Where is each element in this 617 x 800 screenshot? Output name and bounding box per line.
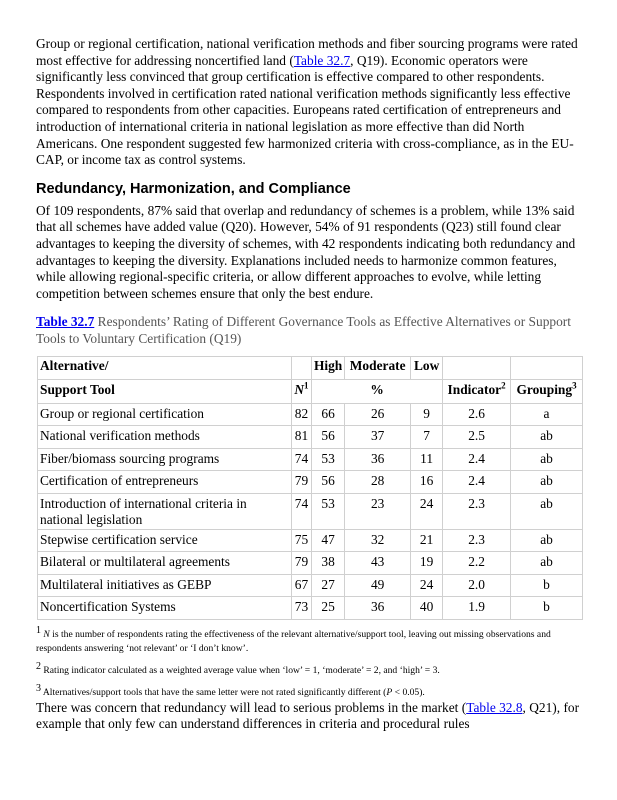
cell-tool: Stepwise certification service: [38, 529, 292, 552]
footnote-2: [36, 660, 583, 678]
cell-high: 38: [311, 552, 344, 575]
header-low: Low: [411, 356, 443, 379]
cell-indicator: 2.5: [443, 426, 511, 449]
cell-indicator: 2.0: [443, 574, 511, 597]
cell-high: 53: [311, 448, 344, 471]
paragraph-redundancy: Of 109 respondents, 87% said that overlap and redundancy of schemes is a problem, while 13% said that all schemes have added value (Q20). However, 54% of 91 respondents (Q23) still found clear advantages to keeping the diversity of schemes, with 42 respondents indicating both redundancy and advantages to keeping the diversity. Explanations included needs to harmonize common features, while allowing regional-specific criteria, or allow different approaches to evolve, while letting competition between schemes ensure that only the best endure.: [36, 202, 576, 301]
table-row: [38, 426, 583, 449]
paragraph-effectiveness: [36, 36, 583, 169]
cell-low: 24: [411, 574, 443, 597]
cell-high: 56: [311, 471, 344, 494]
cell-n: 75: [291, 529, 311, 552]
table-row: [38, 529, 583, 552]
cell-grouping: ab: [511, 493, 583, 529]
header-indicator: [443, 379, 511, 403]
footnote-3: [36, 682, 583, 700]
cell-grouping: a: [511, 403, 583, 426]
paragraph-text: , Q21), for example that only few can understand differences in criteria and procedural rules: [36, 699, 580, 732]
cell-tool: Multilateral initiatives as GEBP: [38, 574, 292, 597]
cell-grouping: b: [511, 597, 583, 620]
cell-moderate: 43: [345, 552, 411, 575]
cell-indicator: 2.4: [443, 471, 511, 494]
cell-tool: Fiber/biomass sourcing programs: [38, 448, 292, 471]
paragraph-concern: [36, 700, 583, 733]
cell-n: 82: [291, 403, 311, 426]
cell-n: 81: [291, 426, 311, 449]
cell-tool: Group or regional certification: [38, 403, 292, 426]
cell-tool: Introduction of international criteria in national legislation: [38, 493, 292, 529]
cell-high: 47: [311, 529, 344, 552]
cell-tool: Bilateral or multilateral agreements: [38, 552, 292, 575]
footnote-number: 2: [36, 660, 41, 672]
cell-high: 53: [311, 493, 344, 529]
footnote-1: [36, 624, 583, 656]
footnote-text: is the number of respondents rating the effectiveness of the relevant alternative/support tool, leaving out missing observations and respondents answering ‘not relevant’ or ‘I don’t know’.: [36, 628, 551, 654]
header-empty: [511, 356, 583, 379]
cell-indicator: 2.4: [443, 448, 511, 471]
table-32-8-link[interactable]: Table 32.8: [466, 699, 523, 715]
cell-n: 79: [291, 552, 311, 575]
cell-low: 40: [411, 597, 443, 620]
paragraph-text: There was concern that redundancy will lead to serious problems in the market (: [36, 699, 467, 715]
table-caption-text: Respondents’ Rating of Different Governance Tools as Effective Alternatives or Support Tools to Voluntary Certification (Q19): [36, 314, 571, 346]
cell-grouping: ab: [511, 448, 583, 471]
cell-low: 19: [411, 552, 443, 575]
footnote-ref: 1: [304, 380, 309, 391]
header-empty: [443, 356, 511, 379]
governance-tools-table: [37, 356, 583, 620]
header-empty: [291, 356, 311, 379]
cell-low: 21: [411, 529, 443, 552]
table-row: [38, 403, 583, 426]
header-high: High: [311, 356, 344, 379]
cell-indicator: 2.2: [443, 552, 511, 575]
footnote-number: 1: [36, 624, 41, 636]
table-row: [38, 552, 583, 575]
cell-high: 25: [311, 597, 344, 620]
table-header-row: [38, 356, 583, 379]
cell-tool: National verification methods: [38, 426, 292, 449]
cell-low: 11: [411, 448, 443, 471]
cell-indicator: 2.6: [443, 403, 511, 426]
cell-grouping: ab: [511, 552, 583, 575]
cell-n: 67: [291, 574, 311, 597]
cell-tool: Noncertification Systems: [38, 597, 292, 620]
cell-n: 74: [291, 448, 311, 471]
cell-high: 27: [311, 574, 344, 597]
table-row: [38, 471, 583, 494]
cell-moderate: 23: [345, 493, 411, 529]
table-row: [38, 574, 583, 597]
header-n-letter: N: [294, 381, 305, 397]
cell-low: 7: [411, 426, 443, 449]
cell-indicator: 1.9: [443, 597, 511, 620]
cell-indicator: 2.3: [443, 493, 511, 529]
header-support-tool: Support Tool: [38, 379, 292, 403]
cell-high: 56: [311, 426, 344, 449]
table-header-row: [38, 379, 583, 403]
cell-indicator: 2.3: [443, 529, 511, 552]
cell-grouping: ab: [511, 426, 583, 449]
cell-high: 66: [311, 403, 344, 426]
cell-low: 16: [411, 471, 443, 494]
cell-moderate: 32: [345, 529, 411, 552]
cell-n: 79: [291, 471, 311, 494]
footnote-p: P: [386, 686, 393, 698]
cell-moderate: 36: [345, 597, 411, 620]
table-row: [38, 448, 583, 471]
cell-moderate: 36: [345, 448, 411, 471]
header-alternative: Alternative/: [38, 356, 292, 379]
table-32-7-link[interactable]: Table 32.7: [293, 52, 351, 68]
header-n: [291, 379, 311, 403]
table-caption-link[interactable]: Table 32.7: [36, 314, 95, 330]
table-row: [38, 493, 583, 529]
document-page: [36, 36, 583, 733]
footnote-text: < 0.05).: [392, 686, 425, 698]
footnote-ref: 3: [572, 380, 577, 391]
footnote-number: 3: [36, 682, 41, 694]
cell-moderate: 49: [345, 574, 411, 597]
footnote-text: Rating indicator calculated as a weighted average value when ‘low’ = 1, ‘moderate’ = 2, and ‘high’ = 3.: [41, 664, 440, 676]
cell-grouping: ab: [511, 471, 583, 494]
cell-n: 74: [291, 493, 311, 529]
cell-low: 9: [411, 403, 443, 426]
cell-grouping: ab: [511, 529, 583, 552]
cell-moderate: 37: [345, 426, 411, 449]
cell-n: 73: [291, 597, 311, 620]
cell-moderate: 28: [345, 471, 411, 494]
paragraph-text: Group or regional certification, national verification methods and fiber sourcing programs were rated most effective for addressing noncertified land (: [36, 36, 578, 68]
cell-grouping: b: [511, 574, 583, 597]
table-row: [38, 597, 583, 620]
cell-low: 24: [411, 493, 443, 529]
footnote-ref: 2: [501, 380, 506, 391]
header-grouping: [511, 379, 583, 403]
header-percent: %: [311, 379, 442, 403]
footnote-n: N: [43, 628, 50, 640]
paragraph-text: , Q19). Economic operators were significantly less convinced that group certification is effective compared to other respondents. Respondents involved in certification rated national verification methods significantly less effective compared to respondents from other capacities. Europeans rated certification of entrepreneurs and introduction of international criteria in national legislation as more effective than did North Americans. One respondent suggested few harmonized criteria with cross-compliance, as in the EU-CAP, or income tax as control systems.: [36, 52, 574, 168]
header-grouping-text: Grouping: [516, 381, 573, 397]
cell-moderate: 26: [345, 403, 411, 426]
section-heading: Redundancy, Harmonization, and Compliance: [36, 180, 351, 197]
table-caption: [36, 314, 583, 347]
header-indicator-text: Indicator: [447, 381, 502, 397]
header-moderate: Moderate: [345, 356, 411, 379]
footnote-text: Alternatives/support tools that have the same letter were not rated significantly different (: [41, 686, 387, 698]
cell-tool: Certification of entrepreneurs: [38, 471, 292, 494]
